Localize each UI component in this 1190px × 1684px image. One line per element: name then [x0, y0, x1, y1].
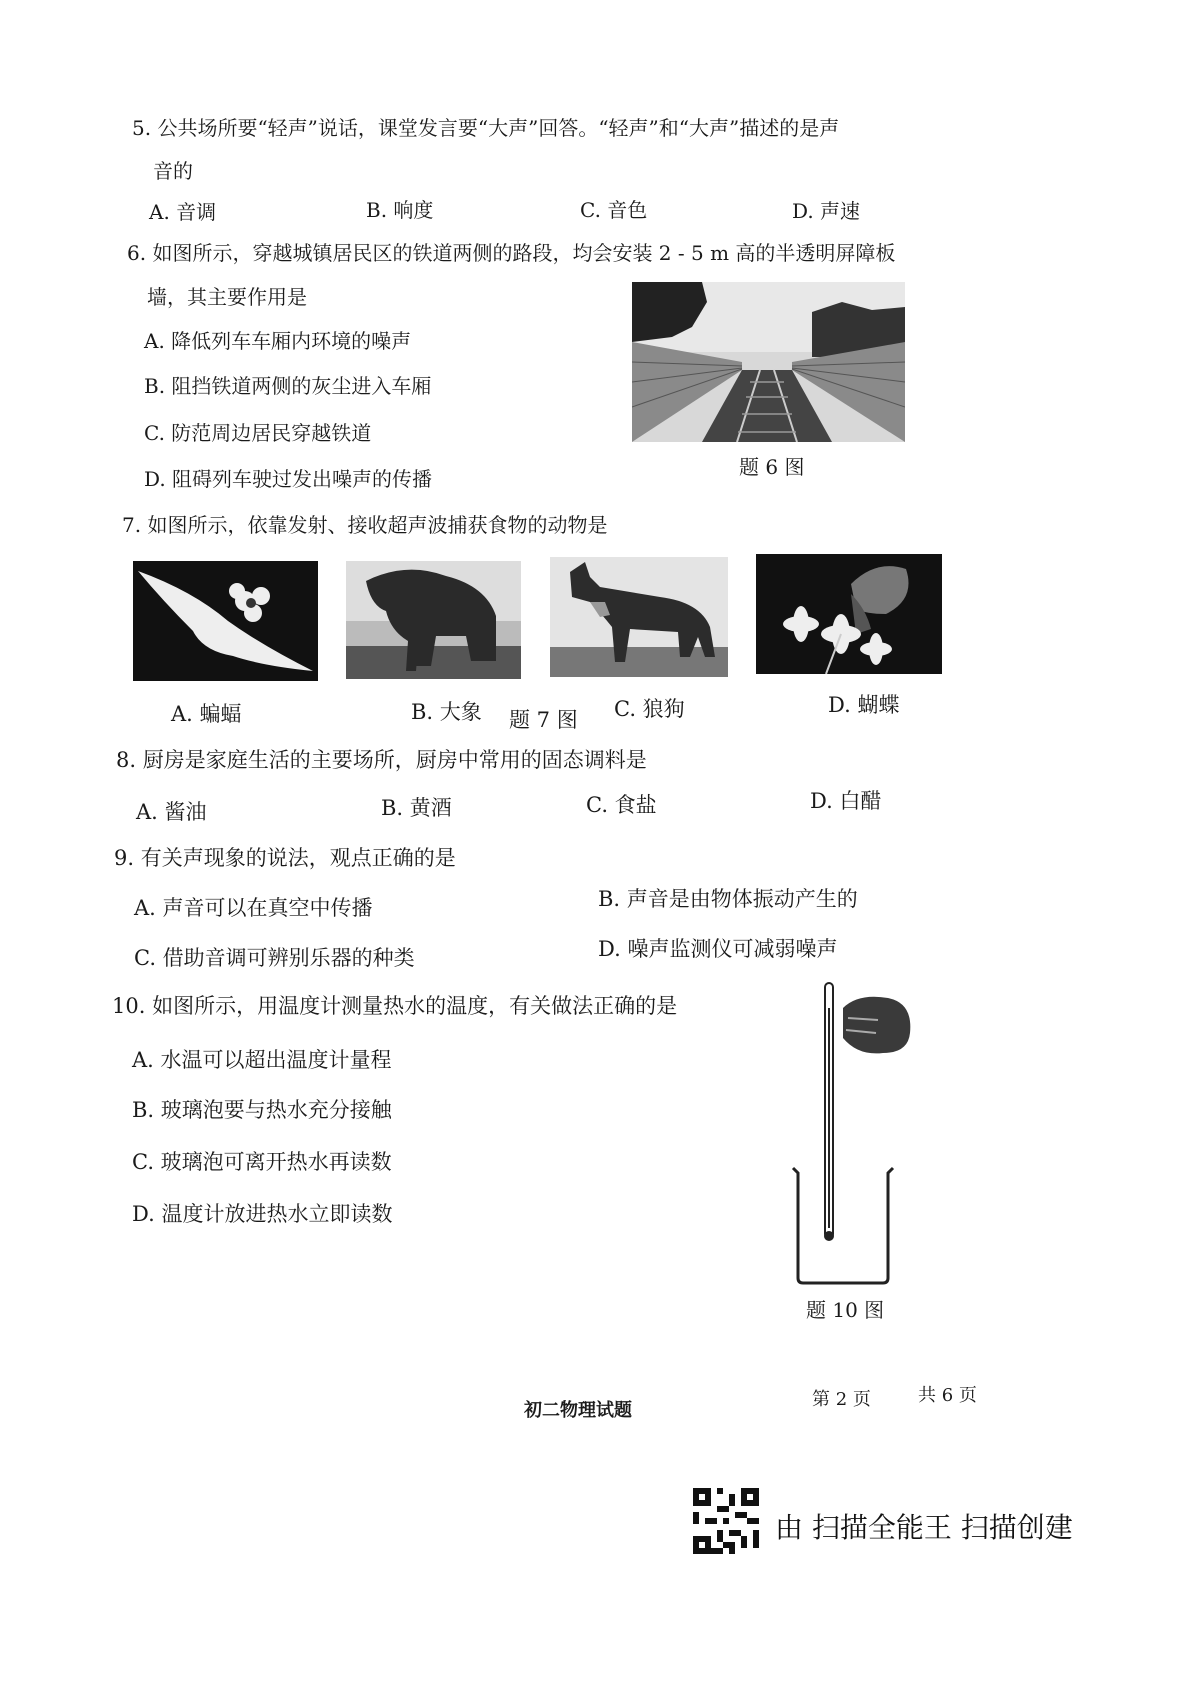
q9-stem: 9. 有关声现象的说法，观点正确的是: [114, 846, 456, 870]
q5-stem-line2: 音的: [153, 159, 193, 183]
q7-stem: 7. 如图所示，依靠发射、接收超声波捕获食物的动物是: [122, 513, 608, 537]
q6-option-d: D. 阻碍列车驶过发出噪声的传播: [144, 467, 433, 491]
q5-option-b: B. 响度: [366, 198, 434, 222]
figure-6-caption: 题 6 图: [739, 455, 805, 479]
q10-option-d: D. 温度计放进热水立即读数: [132, 1202, 393, 1226]
q6-stem-line2: 墙，其主要作用是: [147, 285, 307, 309]
q8-stem: 8. 厨房是家庭生活的主要场所，厨房中常用的固态调料是: [116, 748, 647, 772]
railway-barrier-photo: [632, 282, 905, 442]
q10-option-a: A. 水温可以超出温度计量程: [132, 1048, 392, 1072]
q10-option-c: C. 玻璃泡可离开热水再读数: [132, 1150, 392, 1174]
q8-option-b: B. 黄酒: [381, 796, 452, 820]
scanner-watermark: 由 扫描全能王 扫描创建: [775, 1511, 1073, 1544]
q5-option-a: A. 音调: [149, 200, 217, 224]
footer-page-number: 第 2 页: [812, 1389, 871, 1410]
q5-stem-line1: 5. 公共场所要“轻声”说话，课堂发言要“大声”回答。“轻声”和“大声”描述的是声: [132, 116, 840, 140]
figure-10-caption: 题 10 图: [806, 1298, 885, 1322]
q7-option-a: A. 蝙蝠: [171, 702, 242, 726]
footer-total-pages: 共 6 页: [918, 1385, 977, 1406]
q9-option-b: B. 声音是由物体振动产生的: [598, 887, 858, 911]
elephant-photo: [346, 561, 521, 679]
dog-photo: [550, 557, 728, 677]
q9-option-a: A. 声音可以在真空中传播: [134, 896, 373, 920]
q9-option-d: D. 噪声监测仪可减弱噪声: [598, 937, 838, 961]
q6-option-a: A. 降低列车车厢内环境的噪声: [144, 329, 412, 353]
q8-option-a: A. 酱油: [136, 800, 207, 824]
q7-option-b: B. 大象: [411, 700, 482, 724]
q7-option-d: D. 蝴蝶: [828, 693, 900, 717]
thermometer-beaker-figure: [788, 978, 918, 1288]
qr-code-icon: [693, 1488, 759, 1554]
q6-option-c: C. 防范周边居民穿越铁道: [144, 421, 372, 445]
q7-option-c: C. 狼狗: [614, 697, 685, 721]
q9-option-c: C. 借助音调可辨别乐器的种类: [134, 946, 415, 970]
q8-option-c: C. 食盐: [586, 793, 657, 817]
q6-option-b: B. 阻挡铁道两侧的灰尘进入车厢: [144, 374, 432, 398]
q5-option-d: D. 声速: [792, 199, 861, 223]
q5-option-c: C. 音色: [580, 198, 648, 222]
figure-7-caption: 题 7 图: [509, 708, 578, 732]
footer-title: 初二物理试题: [524, 1400, 632, 1421]
q10-stem: 10. 如图所示，用温度计测量热水的温度，有关做法正确的是: [112, 994, 678, 1018]
butterfly-photo: [756, 554, 942, 674]
q8-option-d: D. 白醋: [810, 789, 882, 813]
q6-stem-line1: 6. 如图所示，穿越城镇居民区的铁道两侧的路段，均会安装 2 - 5 m 高的半透明屏障板: [127, 241, 896, 265]
q10-option-b: B. 玻璃泡要与热水充分接触: [132, 1098, 392, 1122]
bat-photo: [133, 561, 318, 681]
